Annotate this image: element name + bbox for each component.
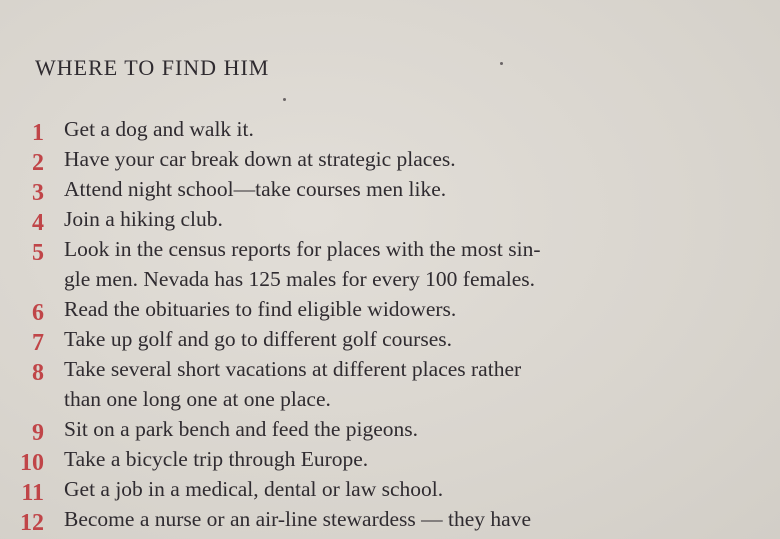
list-item — [0, 114, 780, 144]
item-line: Take several short vacations at different places rather — [64, 357, 522, 381]
item-text — [64, 324, 624, 354]
item-line: Become a nurse or an air-line stewardess — they have — [64, 507, 532, 531]
item-number: 4 — [32, 210, 44, 236]
list-item — [0, 324, 780, 354]
item-line: than one long one at one place. — [64, 387, 331, 411]
paper-speck — [500, 62, 503, 65]
item-number: 2 — [32, 150, 44, 176]
item-line: Sit on a park bench and feed the pigeons. — [64, 417, 419, 441]
list-item — [0, 504, 780, 534]
item-text — [64, 174, 624, 204]
list-item — [0, 204, 780, 234]
item-line: Join a hiking club. — [64, 207, 223, 231]
item-number: 3 — [32, 180, 44, 206]
item-line: Look in the census reports for places with the most sin- — [64, 237, 541, 261]
item-line: Get a dog and walk it. — [64, 117, 254, 141]
item-text — [64, 114, 624, 144]
item-text — [64, 444, 624, 474]
item-line: Read the obituaries to find eligible widowers. — [64, 297, 457, 321]
item-line: gle men. Nevada has 125 males for every 100 females. — [64, 267, 536, 291]
item-number: 9 — [32, 420, 44, 446]
item-line: Get a job in a medical, dental or law school. — [64, 477, 444, 501]
page-heading: WHERE TO FIND HIM — [35, 55, 270, 80]
item-text — [64, 354, 624, 414]
item-text — [64, 504, 624, 534]
list-item — [0, 234, 780, 294]
item-text — [64, 474, 624, 504]
item-number: 11 — [21, 480, 44, 506]
item-text — [64, 144, 624, 174]
item-line: Attend night school—take courses men like. — [64, 177, 447, 201]
paper-speck — [283, 98, 286, 101]
item-line: Have your car break down at strategic places. — [64, 147, 456, 171]
list-item — [0, 174, 780, 204]
item-number: 6 — [32, 300, 44, 326]
list-item — [0, 474, 780, 504]
list-item — [0, 444, 780, 474]
list-item — [0, 414, 780, 444]
item-number: 1 — [32, 120, 44, 146]
item-text — [64, 414, 624, 444]
item-number: 12 — [20, 510, 44, 536]
item-text — [64, 234, 624, 294]
list-item — [0, 144, 780, 174]
item-text — [64, 204, 624, 234]
list-item — [0, 354, 780, 414]
item-line: Take up golf and go to different golf courses. — [64, 327, 452, 351]
item-text — [64, 294, 624, 324]
item-number: 10 — [20, 450, 44, 476]
item-line: Take a bicycle trip through Europe. — [64, 447, 369, 471]
item-number: 5 — [32, 240, 44, 266]
list-item — [0, 294, 780, 324]
tips-list — [0, 114, 780, 534]
item-number: 8 — [32, 360, 44, 386]
item-number: 7 — [32, 330, 44, 356]
